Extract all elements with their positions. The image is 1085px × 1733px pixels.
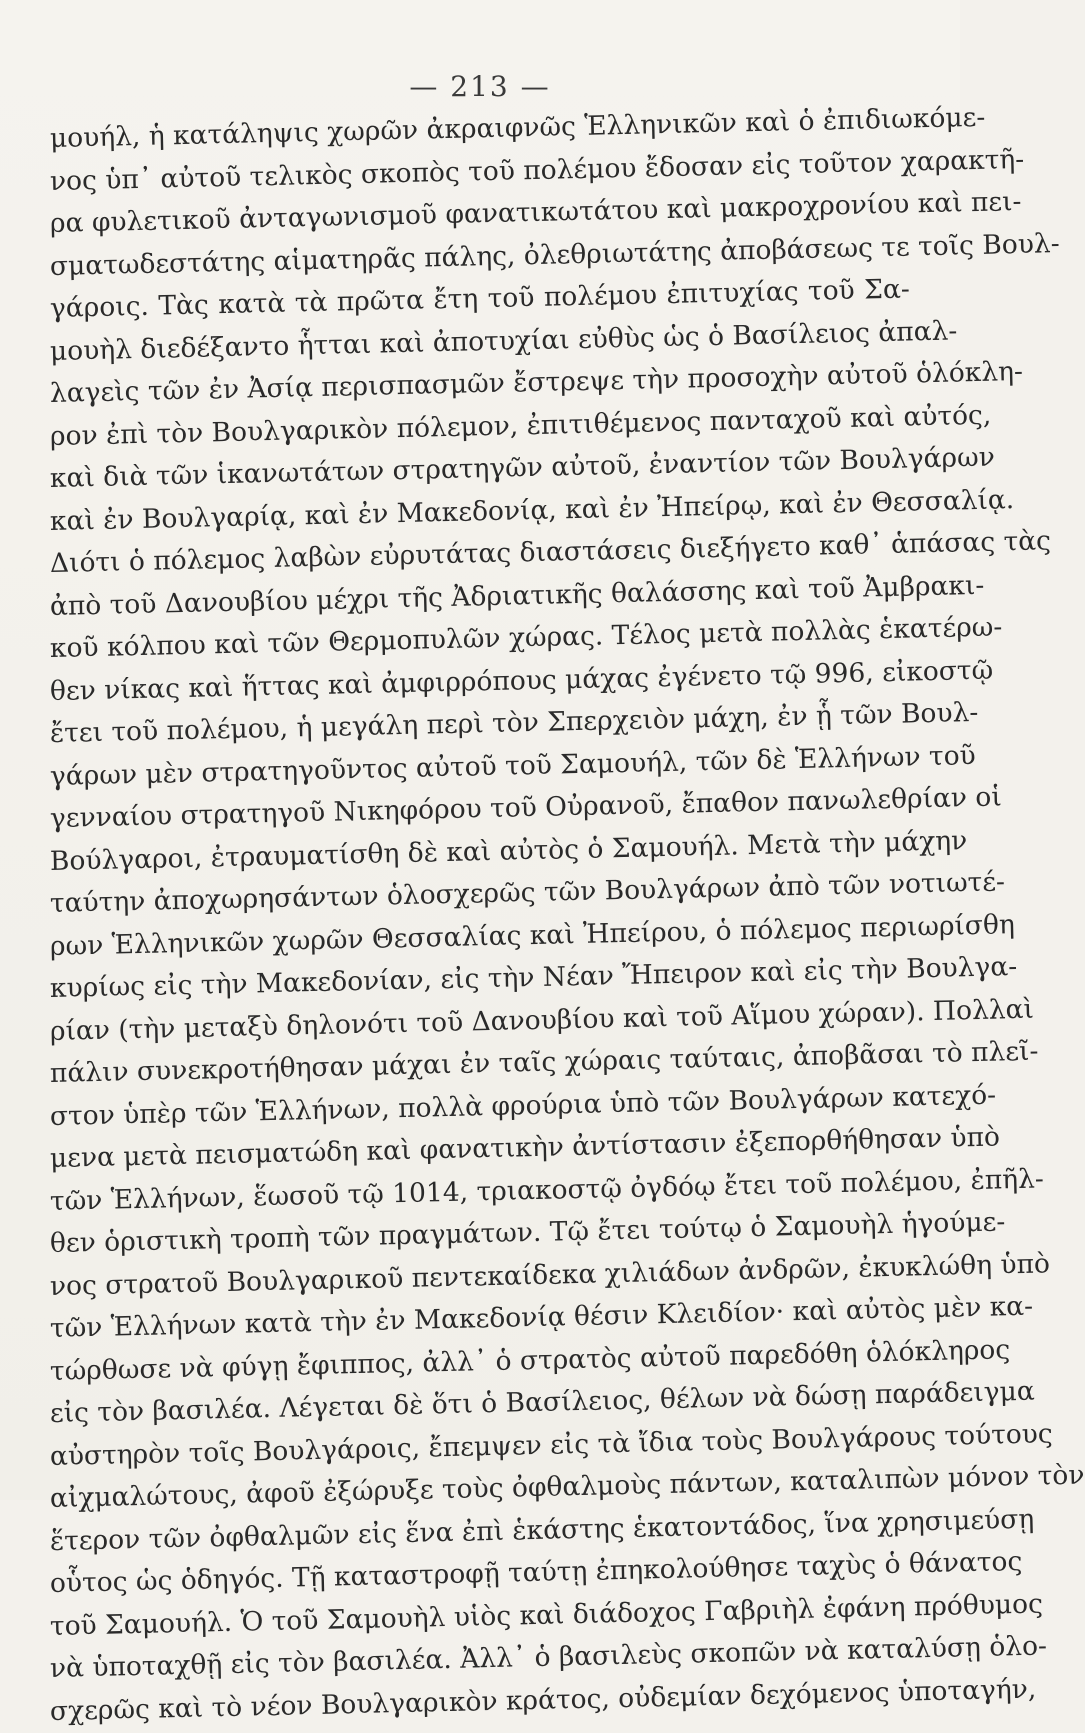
text-line: μουήλ, ἡ κατάληψις χωρῶν ἀκραιφνῶς Ἑλληνικῶν καὶ ὁ ἐπιδιωκόμε- (49, 101, 986, 154)
text-line: ρα φυλετικοῦ ἀνταγωνισμοῦ φανατικωτάτου καὶ μακροχρονίου καὶ πει- (49, 185, 1022, 239)
text-line: νὰ ὑποταχθῇ εἰς τὸν βασιλέα. Ἀλλ᾽ ὁ βασιλεὺς σκοπῶν νὰ καταλύσῃ ὁλο- (49, 1630, 1048, 1684)
text-line: πάλιν συνεκροτήθησαν μάχαι ἐν ταῖς χώραις ταύταις, ἀποβᾶσαι τὸ πλεῖ- (49, 1035, 1039, 1089)
text-line: κοῦ κόλπου καὶ τῶν Θερμοπυλῶν χώρας. Τέλος μετὰ πολλὰς ἑκατέρω- (49, 611, 1003, 664)
text-line: θεν ὁριστικὴ τροπὴ τῶν πραγμάτων. Τῷ ἔτει τούτῳ ὁ Σαμουὴλ ἡγούμε- (49, 1206, 1006, 1259)
text-line: αὐστηρὸν τοῖς Βουλγάροις, ἔπεμψεν εἰς τὰ ἴδια τοὺς Βουλγάρους τούτους (49, 1417, 1054, 1472)
text-line: αἰχμαλώτους, ἀφοῦ ἐξώρυξε τοὺς ὀφθαλμοὺς πάντων, καταλιπὼν μόνον τὸν (49, 1459, 1085, 1514)
text-line: εἰς τὸν βασιλέα. Λέγεται δὲ ὅτι ὁ Βασίλειος, θέλων νὰ δώσῃ παράδειγμα (49, 1375, 1036, 1429)
text-line: Διότι ὁ πόλεμος λαβὼν εὐρυτάτας διαστάσεις διεξήγετο καθ᾽ ἁπάσας τὰς (49, 525, 1052, 579)
text-line: μουὴλ διεδέξαντο ἧτται καὶ ἀποτυχίαι εὐθὺς ὡς ὁ Βασίλειος ἀπαλ- (49, 314, 958, 367)
text-line: καὶ ἐν Βουλγαρίᾳ, καὶ ἐν Μακεδονίᾳ, καὶ ἐν Ἠπείρῳ, καὶ ἐν Θεσσαλίᾳ. (49, 483, 1015, 537)
text-line: θεν νίκας καὶ ἥττας καὶ ἀμφιρρόπους μάχας ἐγένετο τῷ 996, εἰκοστῷ (49, 654, 994, 707)
text-line: τώρθωσε νὰ φύγῃ ἔφιππος, ἀλλ᾽ ὁ στρατὸς αὐτοῦ παρεδόθη ὁλόκληρος (49, 1333, 1011, 1387)
text-line: Βούλγαροι, ἐτραυματίσθη δὲ καὶ αὐτὸς ὁ Σαμουήλ. Μετὰ τὴν μάχην (49, 824, 968, 877)
text-line: τῶν Ἑλλήνων, ἕωσοῦ τῷ 1014, τριακοστῷ ὀγδόῳ ἔτει τοῦ πολέμου, ἐπῆλ- (49, 1162, 1045, 1217)
text-line: λαγεὶς τῶν ἐν Ἀσίᾳ περισπασμῶν ἔστρεψε τὴν προσοχὴν αὐτοῦ ὁλόκλη- (49, 355, 1024, 409)
text-line: νος ὑπ᾽ αὐτοῦ τελικὸς σκοπὸς τοῦ πολέμου ἔδοσαν εἰς τοῦτον χαρακτῆ- (49, 143, 1025, 197)
text-line: τῶν Ἑλλήνων κατὰ τὴν ἐν Μακεδονίᾳ θέσιν Κλειδίον· καὶ αὐτὸς μὲν κα- (49, 1290, 1034, 1344)
text-line: γάροις. Τὰς κατὰ τὰ πρῶτα ἔτη τοῦ πολέμου ἐπιτυχίας τοῦ Σα- (49, 273, 911, 324)
text-line: σχερῶς καὶ τὸ νέον Βουλγαρικὸν κράτος, οὐδεμίαν δεχόμενος ὑποταγήν, (49, 1673, 1037, 1727)
text-line: ρων Ἑλληνικῶν χωρῶν Θεσσαλίας καὶ Ἠπείρου, ὁ πόλεμος περιωρίσθη (49, 908, 1016, 962)
body-text (49, 101, 1085, 1733)
text-line: καὶ διὰ τῶν ἱκανωτάτων στρατηγῶν αὐτοῦ, ἐναντίον τῶν Βουλγάρων (49, 441, 996, 494)
text-line: στον ὑπὲρ τῶν Ἑλλήνων, πολλὰ φρούρια ὑπὸ τῶν Βουλγάρων κατεχό- (49, 1079, 997, 1132)
text-line: ρον ἐπὶ τὸν Βουλγαρικὸν πόλεμον, ἐπιτιθέμενος πανταχοῦ καὶ αὐτός, (49, 399, 992, 452)
text-line: ἔτει τοῦ πολέμου, ἡ μεγάλη περὶ τὸν Σπερχειὸν μάχη, ἐν ᾗ τῶν Βουλ- (49, 696, 979, 749)
text-line: ἕτερον τῶν ὀφθαλμῶν εἰς ἕνα ἐπὶ ἑκάστης ἑκατοντάδος, ἵνα χρησιμεύσῃ (49, 1503, 1035, 1557)
text-line: γενναίου στρατηγοῦ Νικηφόρου τοῦ Οὐρανοῦ, ἔπαθον πανωλεθρίαν οἱ (49, 781, 1003, 834)
text-line: ταύτην ἀποχωρησάντων ὁλοσχερῶς τῶν Βουλγάρων ἀπὸ τῶν νοτιωτέ- (49, 866, 1006, 919)
text-line: κυρίως εἰς τὴν Μακεδονίαν, εἰς τὴν Νέαν Ἤπειρον καὶ εἰς τὴν Βουλγα- (49, 951, 1018, 1004)
text-line: οὗτος ὡς ὁδηγός. Τῇ καταστροφῇ ταύτῃ ἐπηκολούθησε ταχὺς ὁ θάνατος (49, 1545, 1023, 1599)
page-number: — 213 — (409, 70, 551, 103)
text-line: τοῦ Σαμουήλ. Ὁ τοῦ Σαμουὴλ υἱὸς καὶ διάδοχος Γαβριὴλ ἐφάνη πρόθυμος (49, 1587, 1044, 1642)
text-line: ρίαν (τὴν μεταξὺ δηλονότι τοῦ Δανουβίου καὶ τοῦ Αἵμου χώραν). Πολλαὶ (49, 993, 1035, 1047)
text-line: γάρων μὲν στρατηγοῦντος αὐτοῦ τοῦ Σαμουήλ, τῶν δὲ Ἑλλήνων τοῦ (49, 739, 977, 792)
text-line: μενα μετὰ πεισματώδη καὶ φανατικὴν ἀντίστασιν ἐξεπορθήθησαν ὑπὸ (49, 1121, 1001, 1174)
text-line: σματωδεστάτης αἱματηρᾶς πάλης, ὀλεθριωτάτης ἀποβάσεως τε τοῖς Βουλ- (49, 227, 1060, 282)
text-line: ἀπὸ τοῦ Δανουβίου μέχρι τῆς Ἀδριατικῆς θαλάσσης καὶ τοῦ Ἀμβρακι- (49, 569, 985, 622)
text-line: νος στρατοῦ Βουλγαρικοῦ πεντεκαίδεκα χιλιάδων ἀνδρῶν, ἐκυκλώθη ὑπὸ (49, 1247, 1051, 1302)
